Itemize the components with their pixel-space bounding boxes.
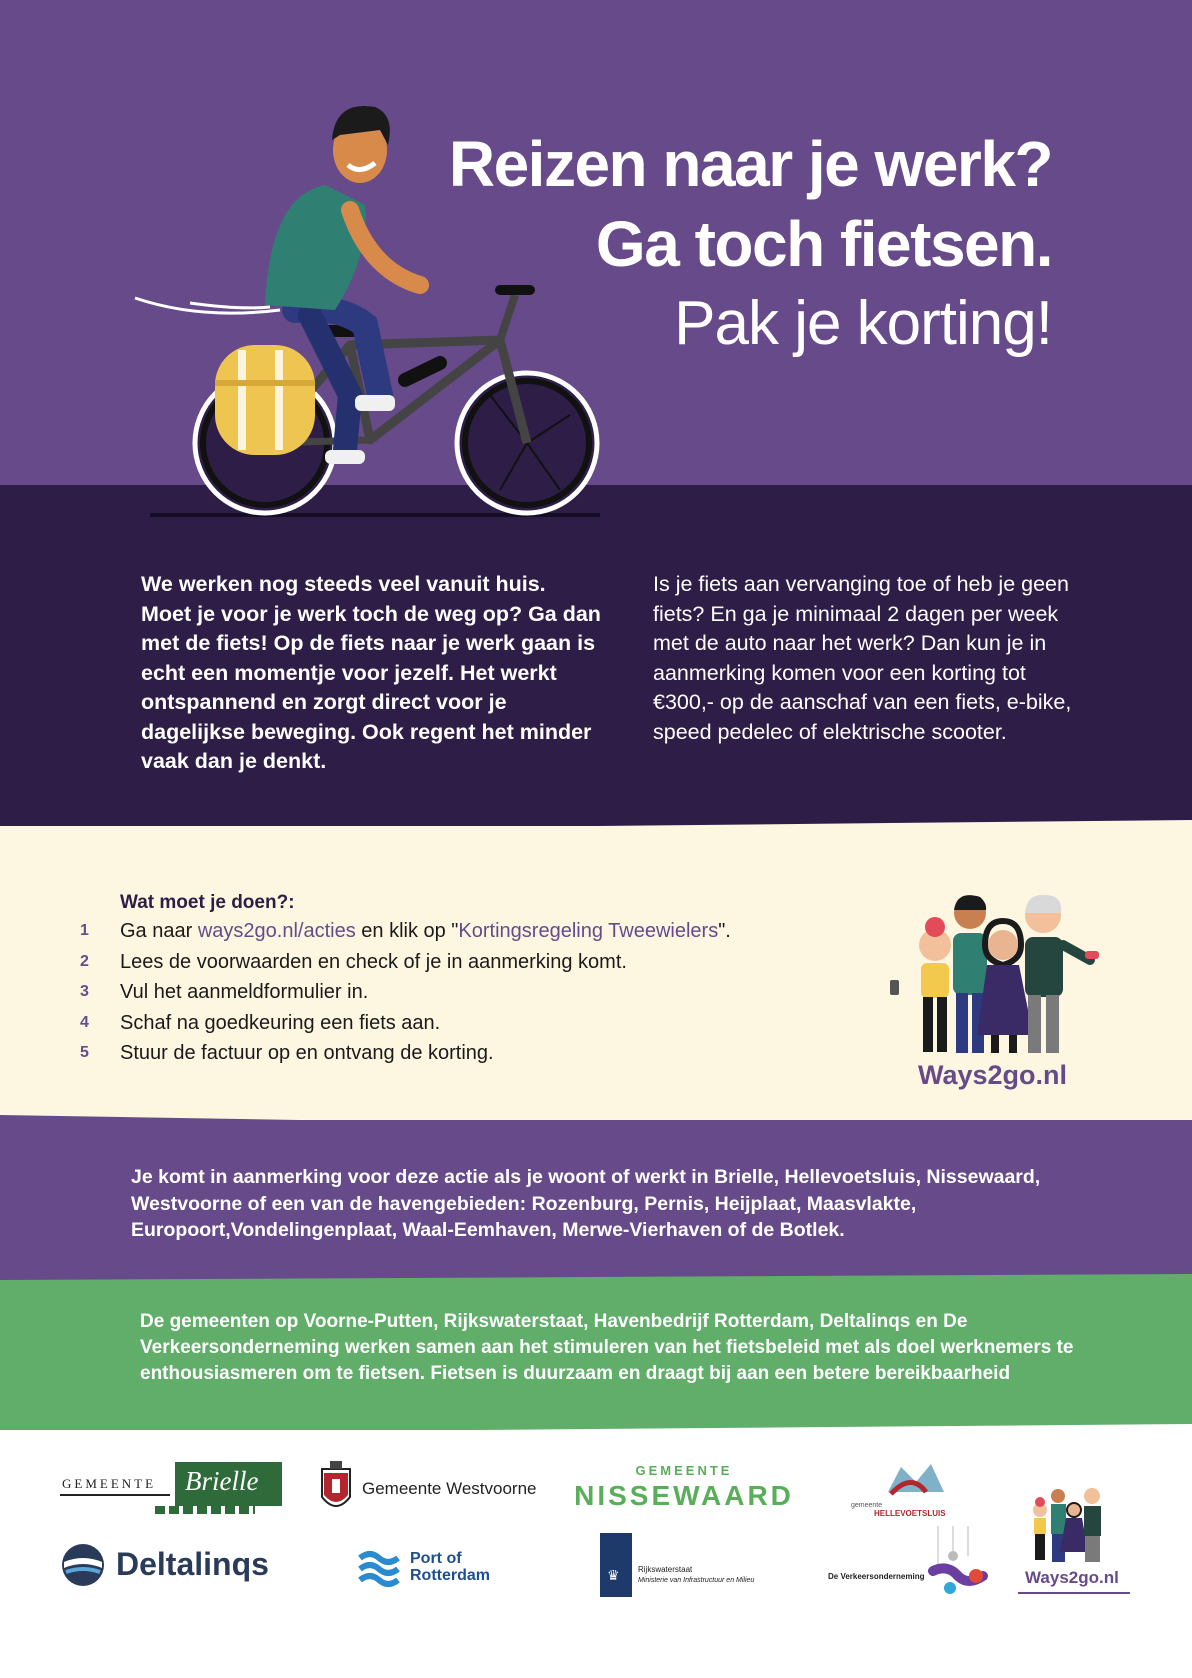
westvoorne-crest-icon <box>318 1459 354 1515</box>
brielle-prefix: GEMEENTE <box>62 1476 157 1491</box>
brielle-logo <box>60 1462 282 1514</box>
step-number: 1 <box>80 922 89 939</box>
crown-icon: ♛ <box>607 1567 620 1583</box>
step-text: Lees de voorwaarden en check of je in aanmerking komt. <box>120 950 627 973</box>
step-text: Stuur de factuur op en ontvang de korting. <box>120 1042 494 1064</box>
headline-line-3: Pak je korting! <box>674 289 1052 358</box>
deltalinqs-globe-icon <box>60 1542 106 1588</box>
westvoorne-logo <box>318 1459 548 1515</box>
port-of-label: Port of <box>410 1550 462 1567</box>
deltalinqs-logo <box>60 1542 290 1590</box>
list-item <box>80 1042 731 1073</box>
verkeersonderneming-name: De Verkeersonderneming <box>828 1572 925 1581</box>
hellevoetsluis-prefix: gemeente <box>851 1502 883 1509</box>
nissewaard-name: NISSEWAARD <box>574 1480 794 1511</box>
list-item <box>80 1012 731 1043</box>
rijkswaterstaat-bar <box>600 1533 632 1597</box>
verkeersonderneming-mark-icon <box>928 1526 988 1596</box>
step-text: en klik op " <box>355 920 459 942</box>
list-item <box>80 951 731 982</box>
speed-line <box>190 303 270 308</box>
step-text: Schaf na goedkeuring een fiets aan. <box>120 1011 441 1034</box>
intro-right-text: Is je fiets aan vervanging toe of heb je geen fiets? En ga je minimaal 2 dagen per week met de auto naar het werk? Dan kun je in aanmerking komen voor een korting tot €300,- op de aanschaf van een fiets, e-bike, speed pedelec of elektrische scooter. <box>653 572 1072 744</box>
step-text: ". <box>718 920 731 942</box>
rijkswaterstaat-sub: Ministerie van Infrastructuur en Milieu <box>638 1577 755 1584</box>
steps-list <box>80 920 731 1073</box>
port-of-rotterdam-waves-icon <box>358 1548 400 1590</box>
white-top-slant <box>0 1424 1192 1444</box>
kortingsregeling-link[interactable]: Kortingsregeling Tweewielers <box>458 920 719 942</box>
hellevoetsluis-name: HELLEVOETSLUIS <box>874 1509 946 1518</box>
intro-left-text: We werken nog steeds veel vanuit huis. Moet je voor je werk toch de weg op? Ga dan met de fiets! Op de fiets naar je werk gaan is echt een momentje voor jezelf. Het werkt ontspannend en zorgt direct voor je dagelijkse beweging. Ook regent het minder vaak dan je denkt. <box>141 572 601 773</box>
ways2go-people-icon <box>1018 1482 1130 1566</box>
step-number: 5 <box>80 1044 89 1061</box>
partners-text: De gemeenten op Voorne-Putten, Rijkswaterstaat, Havenbedrijf Rotterdam, Deltalinqs en De Verkeersonderneming werken samen aan het stimuleren van het fietsbeleid met als doel werknemers te enthousiasmeren om te fietsen. Fietsen is duurzaam en draagt bij aan een betere bereikbaarheid <box>140 1311 1074 1384</box>
acties-link[interactable]: ways2go.nl/acties <box>197 920 356 942</box>
nissewaard-logo <box>574 1463 794 1515</box>
rijkswaterstaat-logo <box>600 1533 790 1597</box>
hellevoetsluis-emblem-icon <box>886 1462 946 1502</box>
verkeersonderneming-logo <box>828 1526 988 1596</box>
step-text: Vul het aanmeldformulier in. <box>120 981 369 1003</box>
list-item <box>80 981 731 1012</box>
hellevoetsluis-logo <box>846 1462 956 1518</box>
deltalinqs-name: Deltalinqs <box>116 1546 269 1582</box>
step-number: 4 <box>80 1013 89 1031</box>
list-item <box>80 920 731 951</box>
steps-title: Wat moet je doen?: <box>120 892 295 913</box>
pannier-bag <box>215 345 315 455</box>
step-number: 3 <box>80 983 89 1000</box>
rijkswaterstaat-name: Rijkswaterstaat <box>638 1565 693 1574</box>
ways2go-brand[interactable]: Ways2go.nl <box>918 1060 1068 1090</box>
rotterdam-label: Rotterdam <box>410 1567 491 1584</box>
ways2go-logo <box>1018 1482 1130 1597</box>
eligibility-text: Je komt in aanmerking voor deze actie als je woont of werkt in Brielle, Hellevoetsluis, Nissewaard, Westvoorne of een van de havengebieden: Rozenburg, Pernis, Heijplaat, Maasvlakte, Europoort,Vondelingenplaat, Waal-Eemhaven, Merwe-Vierhaven of de Botlek. <box>131 1166 1041 1241</box>
westvoorne-name: Gemeente Westvoorne <box>362 1479 537 1498</box>
ways2go-logo-name: Ways2go.nl <box>1025 1568 1119 1587</box>
step-number: 2 <box>80 952 89 970</box>
nissewaard-prefix: GEMEENTE <box>635 1463 733 1478</box>
headline-line-2: Ga toch fietsen. <box>595 208 1052 280</box>
brielle-name: Brielle <box>185 1466 259 1496</box>
step-text: Ga naar <box>120 920 198 942</box>
port-of-rotterdam-logo <box>358 1548 508 1592</box>
headline-line-1: Reizen naar je werk? <box>448 128 1052 200</box>
